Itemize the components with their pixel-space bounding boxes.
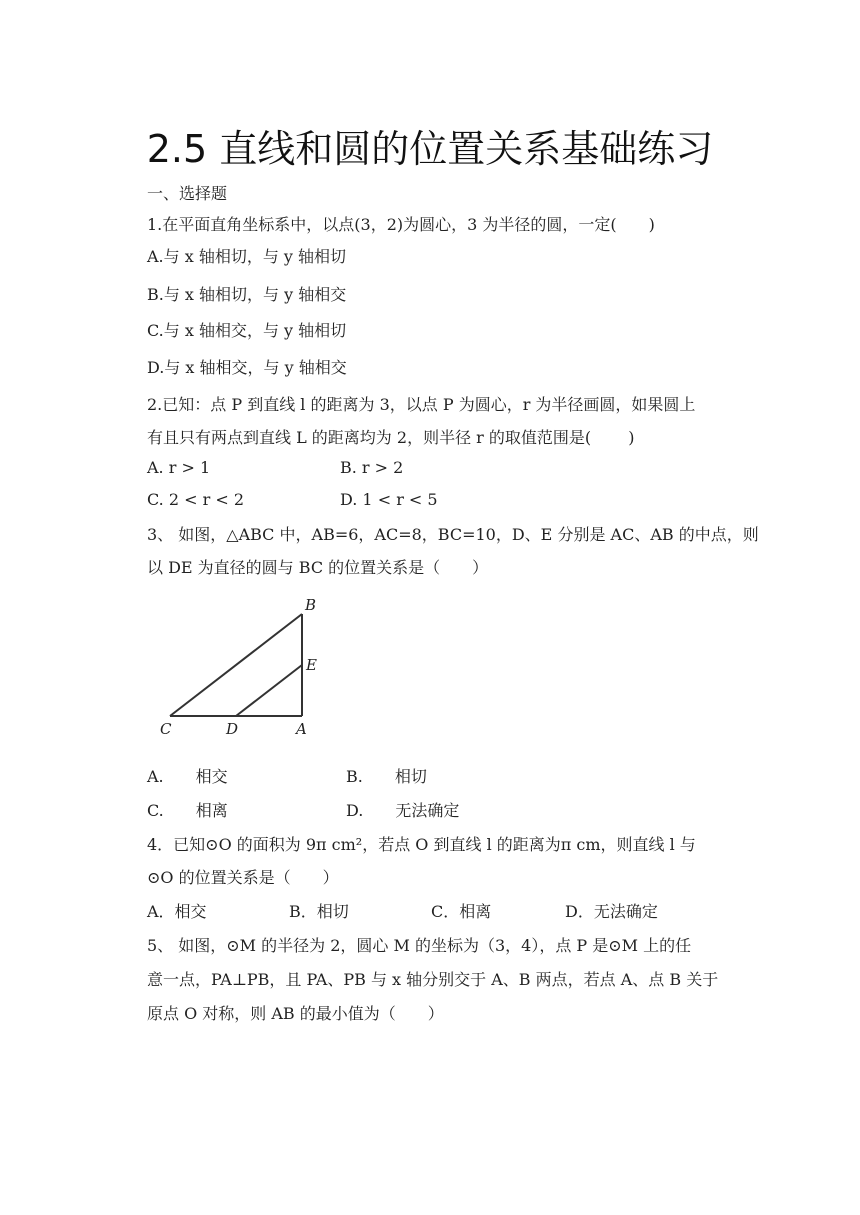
q4-option-c: C．相离	[431, 902, 492, 921]
segment-de	[236, 665, 302, 716]
q4-option-a: A．相交	[147, 902, 207, 921]
q3-line-1: 3、 如图，△ABC 中，AB=6，AC=8，BC=10，D、E 分别是 AC、AB 的中点，则	[147, 525, 759, 544]
section-heading: 一、选择题	[147, 184, 228, 203]
q2-option-c: C. 2 < r < 2	[147, 490, 245, 509]
label-a: A	[296, 720, 307, 738]
label-e: E	[306, 656, 317, 674]
q2-option-d: D. 1 < r < 5	[340, 490, 438, 509]
q3-option-d: D. 无法确定	[346, 801, 460, 820]
q1-option-b: B.与 x 轴相切，与 y 轴相交	[147, 285, 347, 304]
q2-option-b: B. r > 2	[340, 458, 404, 477]
q5-line-1: 5、 如图，⊙M 的半径为 2，圆心 M 的坐标为（3，4），点 P 是⊙M 上的任	[147, 936, 692, 955]
q3-line-2: 以 DE 为直径的圆与 BC 的位置关系是（ ）	[147, 558, 489, 577]
q4-option-d: D．无法确定	[565, 902, 658, 921]
q3-option-a: A. 相交	[147, 767, 228, 786]
q3-option-b: B. 相切	[346, 767, 427, 786]
q5-line-3: 原点 O 对称，则 AB 的最小值为（ ）	[147, 1004, 444, 1023]
q5-line-2: 意一点，PA⊥PB，且 PA、PB 与 x 轴分别交于 A、B 两点，若点 A、点 B 关于	[147, 970, 719, 989]
q4-option-b: B．相切	[289, 902, 349, 921]
q2-line-1: 2.已知：点 P 到直线 l 的距离为 3，以点 P 为圆心，r 为半径画圆，如果圆上	[147, 395, 696, 414]
q2-line-2: 有且只有两点到直线 L 的距离均为 2，则半径 r 的取值范围是( )	[147, 428, 635, 447]
q1-option-a: A.与 x 轴相切，与 y 轴相切	[147, 247, 347, 266]
q4-line-1: 4．已知⊙O 的面积为 9π cm²，若点 O 到直线 l 的距离为π cm，则直线 l 与	[147, 835, 696, 854]
page-title: 2.5 直线和圆的位置关系基础练习	[146, 127, 714, 171]
q1-option-d: D.与 x 轴相交，与 y 轴相交	[147, 358, 347, 377]
label-c: C	[160, 720, 172, 738]
label-d: D	[226, 720, 239, 738]
q1-option-c: C.与 x 轴相交，与 y 轴相切	[147, 321, 347, 340]
segment-cb	[170, 614, 302, 716]
q1-stem: 1.在平面直角坐标系中，以点(3，2)为圆心，3 为半径的圆，一定( )	[147, 215, 655, 234]
label-b: B	[305, 596, 317, 614]
q4-line-2: ⊙O 的位置关系是（ ）	[147, 868, 339, 887]
triangle-figure	[150, 592, 330, 742]
q2-option-a: A. r > 1	[147, 458, 211, 477]
q3-option-c: C. 相离	[147, 801, 228, 820]
